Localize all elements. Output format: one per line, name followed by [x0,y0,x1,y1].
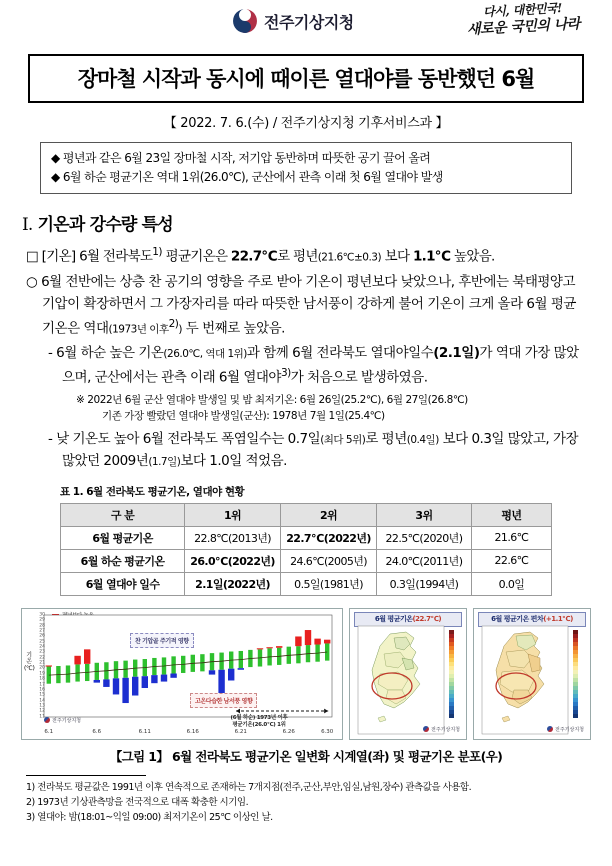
p2-paren-close: ) [178,323,182,336]
x-tick-label: 6.26 [282,728,295,735]
summary-box [40,142,572,194]
summary-bullet-1: ◆ 평년과 같은 6월 23일 장마철 시작, 저기압 동반하며 따뜻한 공기 끌어 올려 [51,151,431,165]
y-tick-label: 28 [39,623,45,628]
y-tick-label: 14 [39,698,45,704]
cell-rank3: 0.3일(1994년) [377,572,472,595]
y-tick-label: 17 [39,682,45,688]
map-2-title-value: (+1.1℃) [543,615,573,624]
footnote-1: 1) 전라북도 평균값은 1991년 이후 연속적으로 존재하는 7개지점(전주,군산,부안,임실,남원,장수) 관측값을 사용함. [26,781,472,793]
p1-normal-range: (21.6℃±0.3) [317,251,382,264]
cell-rank2: 24.6℃(2005년) [281,549,377,572]
y-tick-label: 25 [39,639,45,645]
page-title: 장마철 시작과 동시에 때이른 열대야를 동반했던 6월 [77,67,535,91]
y-tick-label: 30 [39,612,45,618]
kma-logo-icon [547,726,553,732]
p1-text-d: 보다 [381,248,413,265]
figure-caption: 【그림 1】 6월 전라북도 평균기온 일변화 시계열(좌) 및 평균기온 분포(우) [109,748,503,764]
slogan-line-1: 다시, 대한민국! [482,0,563,20]
x-tick-label: 6.1 [44,728,54,735]
temperature-timeseries-chart [21,608,343,740]
map-2-watermark-text: 전주기상지청 [555,726,584,733]
y-tick-label: 21 [39,660,45,666]
footnote-divider [26,775,146,776]
paragraph-tropical-nights [26,343,586,389]
y-tick-label: 16 [39,687,45,693]
map-1-watermark-text: 전주기상지청 [431,726,460,733]
y-tick-label: 22 [39,655,45,661]
government-slogan [447,0,598,39]
map-1-title-value: (22.7℃) [412,615,442,624]
y-tick-label: 11 [39,714,45,720]
row-label: 6월 열대야 일수 [61,572,185,595]
p3-text-a: 6월 하순 높은 기온 [56,345,164,362]
p4-value-heatwave: 0.7일 [287,431,321,448]
map-temperature-anomaly [473,608,591,740]
x-tick-label: 6.11 [138,728,151,735]
table-row [61,572,552,595]
cell-rank3: 22.5℃(2020년) [377,526,472,549]
cell-rank2: 0.5일(1981년) [281,572,377,595]
section-heading [22,210,612,235]
p3-paren-1: (26.0℃, 역대 1위) [163,348,247,361]
record-note-line-2: 평균기온(26.0℃) 1위 [232,721,286,728]
y-tick-label: 26 [39,633,45,639]
y-tick-label: 20 [39,665,45,671]
footnote-ref-1: 1) [152,246,163,259]
p2-text-end: 두 번째로 높았음. [181,320,285,337]
cell-rank3: 24.0℃(2011년) [377,549,472,572]
p1-value-mean: 22.7℃ [230,248,278,265]
paragraph-heatwave-days [26,429,586,473]
cell-rank2: 22.7℃(2022년) [281,526,377,549]
section-numeral: Ⅰ. [22,215,33,236]
cell-normal: 0.0일 [471,572,551,595]
th-rank2: 2위 [281,503,377,526]
p2-paren: (1973년 이후 [108,323,169,336]
map-1-graphic [350,624,467,740]
cell-rank1: 2.1일(2022년) [185,572,281,595]
map-1-title-prefix: 6월 평균기온 [374,615,413,624]
chart-annotation-southwest: 고온다습한 남서풍 영향 [190,693,257,708]
x-tick-label: 6.30 [321,728,334,735]
footnote-3: 3) 열대야: 밤(18:01~익일 09:00) 최저기온이 25℃ 이상인 날. [26,812,273,824]
map-2-watermark [547,726,584,733]
p4-paren-1: (최다 5위) [320,434,366,447]
temperature-records-table [60,503,552,596]
p4-text-c: 보다 0.3일 많았고, 가장 많았던 2009년 [62,431,579,469]
table-header-row [61,503,552,526]
th-rank3: 3위 [377,503,472,526]
chart-watermark [44,717,81,724]
p4-text-b: 로 평년 [365,431,407,448]
bullet-marker-dash-1: - [48,345,53,362]
th-category: 구 분 [61,503,185,526]
chart-x-axis-labels [22,729,342,737]
y-tick-label: 12 [39,708,45,714]
title-box [28,54,584,103]
p4-text-a: 낮 기온도 높아 6월 전라북도 폭염일수는 [56,431,288,448]
p4-text-d: 보다 1.0일 적었음. [180,452,287,469]
p4-paren-2: (0.4일) [406,434,439,447]
p1-value-anomaly: 1.1℃ [412,248,451,265]
y-axis-label-text: 기온(℃) [24,651,35,672]
taegeuk-icon [232,8,258,34]
note-gunsan-record [26,409,586,425]
y-tick-label: 13 [39,703,45,709]
summary-bullet-2: ◆ 6월 하순 평균기온 역대 1위(26.0℃), 군산에서 관측 이래 첫 6월 열대야 발생 [51,169,443,184]
x-tick-label: 6.21 [234,728,247,735]
chart-annotation-trough: 찬 기압골 주기적 영향 [130,633,194,648]
paragraph-circulation [26,272,586,340]
note-text-1: 2022년 6월 군산 열대야 발생일 및 밤 최저기온: 6월 26일(25.2℃), 6월 27일(26.8℃) [87,393,468,406]
body-text [0,245,612,473]
p3-text-d: 가 처음으로 발생하였음. [290,369,428,386]
cell-normal: 21.6℃ [471,526,551,549]
cell-rank1: 26.0℃(2022년) [185,549,281,572]
slogan-line-2: 새로운 국민의 나라 [466,15,581,38]
note-gunsan-dates [26,393,586,409]
figure-row [21,608,591,740]
x-tick-label: 6.16 [186,728,199,735]
map-2-graphic [474,624,591,740]
p1-text-e: 높았음. [450,248,495,265]
th-normal: 평년 [471,503,551,526]
map-mean-temperature [349,608,467,740]
p1-text-a: [기온] 6월 전라북도 [41,248,153,265]
dateline: 【 2022. 7. 6.(수) / 전주기상지청 기후서비스과 】 [163,116,449,131]
table-row [61,526,552,549]
chart-y-axis-ticks [35,612,45,720]
y-tick-label: 27 [39,628,45,634]
note-marker: ※ [76,393,85,406]
bullet-marker-square: □ [26,248,39,265]
y-tick-label: 23 [39,649,45,655]
map-2-title-prefix: 6월 평균기온 편차 [491,615,544,624]
note-text-2: 기존 가장 빨랐던 열대야 발생일(군산): 1978년 7월 1일(25.4℃) [102,410,385,423]
x-tick-label: 6.6 [92,728,102,735]
agency-name: 전주기상지청 [264,12,354,32]
chart-watermark-text: 전주기상지청 [52,717,81,724]
cell-normal: 22.6℃ [471,549,551,572]
record-note-line-1: (6월 하순) 1973년 이후 [230,714,288,721]
y-tick-label: 24 [39,644,45,650]
map-2-colorbar [573,630,578,718]
bullet-marker-dash-2: - [48,431,53,448]
map-1-colorbar [449,630,454,718]
p4-paren-3: (1.7일) [148,455,181,468]
row-label: 6월 평균기온 [61,526,185,549]
y-tick-label: 29 [39,617,45,623]
cell-rank1: 22.8℃(2013년) [185,526,281,549]
paragraph-temperature-summary [26,245,586,267]
bullet-marker-circle: ○ [26,274,38,291]
y-tick-label: 15 [39,692,45,698]
map-1-watermark [423,726,460,733]
footnote-ref-3: 3) [280,367,291,380]
row-label: 6월 하순 평균기온 [61,549,185,572]
p3-text-c: 가 역대 가장 많았으며, 군산에서는 관측 이래 6월 열대야 [62,345,579,386]
th-rank1: 1위 [185,503,281,526]
y-tick-label: 19 [39,671,45,677]
p3-text-b: 과 함께 6월 전라북도 열대야일수 [246,345,434,362]
masthead [0,0,612,50]
chart-annotation-record [184,715,334,729]
p1-text-c: 로 평년 [277,248,318,265]
y-tick-label: 18 [39,676,45,682]
p3-value-nights: (2.1일) [433,345,480,362]
footnote-ref-2: 2) [168,317,179,330]
p1-text-b: 평균기온은 [162,248,231,265]
table-row [61,549,552,572]
p2-text: 6월 전반에는 상층 찬 공기의 영향을 주로 받아 기온이 평년보다 낮았으나, 후반에는 북태평양고기압이 확장하면서 그 가장자리를 따라 따뜻한 남서풍이 강하게 불어 기온이 크게 올라 6월 평균기온은 역대 [41,274,576,337]
section-title: 기온과 강수량 특성 [37,215,173,236]
table-caption: 표 1. 6월 전라북도 평균기온, 열대야 현황 [60,485,245,498]
footnote-2: 2) 1973년 기상관측망을 전국적으로 대폭 확충한 시기임. [26,797,249,809]
kma-logo-icon [423,726,429,732]
agency-logo [232,8,354,34]
